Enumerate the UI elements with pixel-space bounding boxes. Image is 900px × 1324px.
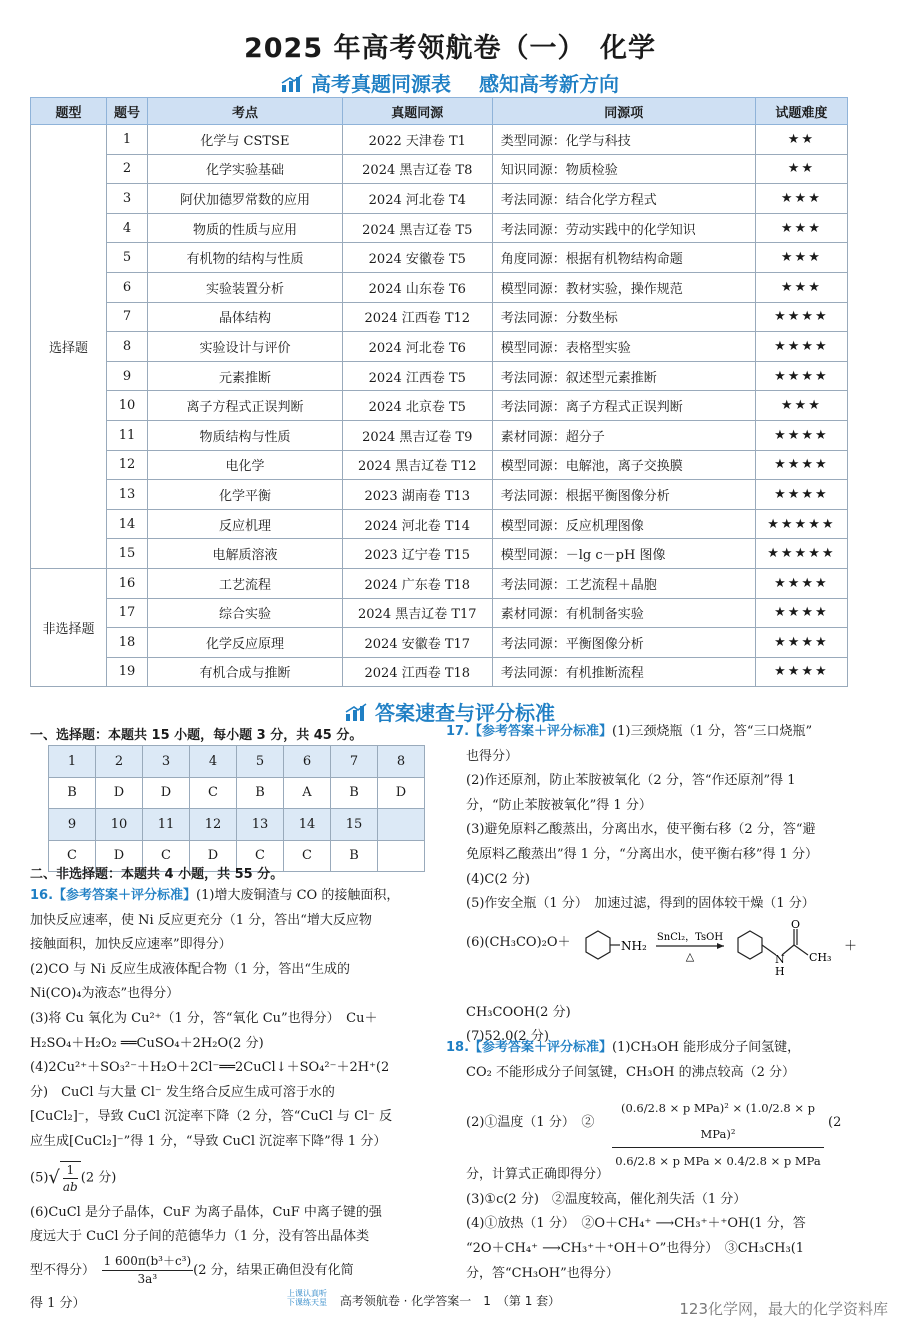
source-exam-cell: 2023 湖南卷 T13 xyxy=(342,480,492,510)
table-row xyxy=(31,509,848,539)
answer-cell: D xyxy=(96,777,143,809)
difficulty-cell: ★★★★ xyxy=(755,598,847,628)
q17-line: (4)C(2 分) xyxy=(466,871,530,887)
q16-line: 接触面积，加快反应速率”即得分） xyxy=(30,937,232,953)
fraction-numerator: 1 600π(b³＋c³) xyxy=(102,1253,194,1271)
sqrt-symbol: √ xyxy=(48,1166,60,1188)
match-item-cell: 知识同源：物质检验 xyxy=(492,154,755,184)
difficulty-cell: ★★★ xyxy=(755,184,847,214)
column-header: 试题难度 xyxy=(755,98,847,125)
table-row xyxy=(31,302,848,332)
q18-number: 18. xyxy=(446,1040,470,1055)
fraction-denominator: 0.6/2.8 × p MPa × 0.4/2.8 × p MPa xyxy=(615,1154,821,1169)
source-exam-cell: 2022 天津卷 T1 xyxy=(342,125,492,155)
hydrogen-label: H xyxy=(775,964,785,978)
table-row xyxy=(31,539,848,569)
question-number-cell: 11 xyxy=(106,420,147,450)
match-item-cell: 模型同源：表格型实验 xyxy=(492,332,755,362)
amine-label: NH₂ xyxy=(621,938,647,953)
question-number-cell: 14 xyxy=(284,809,331,841)
question-number-cell: 16 xyxy=(106,568,147,598)
answer-grid-number-row xyxy=(49,809,425,841)
q16-text: (2 分，结果正确但没有化简 xyxy=(193,1262,354,1278)
table-header-row xyxy=(31,98,848,125)
question-number-cell: 15 xyxy=(106,539,147,569)
page-footer: 高考领航卷 · 化学答案一 1 （第 1 套） xyxy=(339,1294,561,1308)
q17-number: 17. xyxy=(446,724,470,739)
reaction-conditions: SnCl₂，TsOH xyxy=(656,931,724,943)
question-number-cell: 8 xyxy=(106,332,147,362)
q17-line: (2)作还原剂，防止苯胺被氧化（2 分，答“作还原剂”得 1 xyxy=(466,773,796,789)
difficulty-cell: ★★★★ xyxy=(755,480,847,510)
answer-grid xyxy=(48,745,425,872)
source-exam-cell: 2024 江西卷 T18 xyxy=(342,657,492,687)
match-item-cell: 考法同源：叙述型元素推断 xyxy=(492,361,755,391)
difficulty-cell: ★★★★★ xyxy=(755,539,847,569)
source-exam-cell: 2024 黑吉辽卷 T5 xyxy=(342,213,492,243)
question-number-cell: 5 xyxy=(106,243,147,273)
question-number-cell: 5 xyxy=(237,746,284,778)
topic-cell: 阿伏加德罗常数的应用 xyxy=(148,184,343,214)
q18-text: (2)①温度（1 分） ② xyxy=(466,1115,595,1131)
q16-text: 型不得分） xyxy=(30,1262,89,1278)
source-exam-cell: 2024 黑吉辽卷 T8 xyxy=(342,154,492,184)
answer-grid-number-row xyxy=(49,746,425,778)
topic-cell: 实验装置分析 xyxy=(148,272,343,302)
plus-sign: ＋ xyxy=(844,938,858,954)
match-item-cell: 考法同源：平衡图像分析 xyxy=(492,628,755,658)
question-number-cell: 7 xyxy=(106,302,147,332)
topic-cell: 化学反应原理 xyxy=(148,628,343,658)
density-fraction xyxy=(102,1253,194,1288)
q16-line: (1)增大废铜渣与 CO 的接触面积， xyxy=(196,888,400,903)
page-title: 2025 年高考领航卷（一） 化学 xyxy=(243,33,657,64)
chart-icon xyxy=(281,74,303,98)
answer-cell: B xyxy=(331,777,378,809)
question-number-cell: 3 xyxy=(106,184,147,214)
source-table xyxy=(30,97,848,687)
reaction-scheme xyxy=(576,917,876,1009)
q16-line: 应生成[CuCl₂]⁻”得 1 分，“导致 CuCl 沉淀率下降”得 1 分） xyxy=(30,1133,387,1149)
source-exam-cell: 2024 广东卷 T18 xyxy=(342,568,492,598)
publisher-logo: 上课认真听 下课练天星 xyxy=(287,1289,327,1307)
question-number-cell: 7 xyxy=(331,746,378,778)
question-type-cell: 选择题 xyxy=(31,125,107,569)
difficulty-cell: ★★★ xyxy=(755,243,847,273)
source-exam-cell: 2024 安徽卷 T17 xyxy=(342,628,492,658)
fraction-denominator: ab xyxy=(62,1179,78,1194)
source-exam-cell: 2024 河北卷 T4 xyxy=(342,184,492,214)
table-row xyxy=(31,213,848,243)
difficulty-cell: ★★ xyxy=(755,154,847,184)
topic-cell: 化学平衡 xyxy=(148,480,343,510)
answer-cell: C xyxy=(190,777,237,809)
question-number-cell: 13 xyxy=(106,480,147,510)
table-row xyxy=(31,480,848,510)
column-header: 题号 xyxy=(106,98,147,125)
empty-cell xyxy=(378,840,425,872)
nitrogen-label: N xyxy=(775,952,785,966)
fraction-numerator: (0.6/2.8 × p MPa)² × (1.0/2.8 × p MPa)² xyxy=(612,1095,824,1148)
difficulty-cell: ★★★★ xyxy=(755,420,847,450)
oxygen-label: O xyxy=(791,917,801,931)
q16-line: 分) CuCl 与大量 Cl⁻ 发生络合反应生成可溶于水的 xyxy=(30,1084,335,1100)
table-row xyxy=(31,391,848,421)
question-number-cell: 18 xyxy=(106,628,147,658)
question-number-cell: 15 xyxy=(331,809,378,841)
table-row xyxy=(31,332,848,362)
question-type-cell: 非选择题 xyxy=(31,568,107,686)
q16-line-6 xyxy=(30,1250,430,1292)
answer-cell: B xyxy=(331,840,378,872)
q16-score: (2 分) xyxy=(80,1170,117,1186)
table-row xyxy=(31,154,848,184)
question-number-cell: 4 xyxy=(190,746,237,778)
question-number-cell: 2 xyxy=(106,154,147,184)
question-number-cell: 10 xyxy=(106,391,147,421)
source-exam-cell: 2024 江西卷 T12 xyxy=(342,302,492,332)
q16-line: (6)CuCl 是分子晶体，CuF 为离子晶体，CuF 中离子键的强 xyxy=(30,1204,382,1220)
q16-line: (2)CO 与 Ni 反应生成液体配合物（1 分，答出“生成的 xyxy=(30,961,350,977)
column-header: 真题同源 xyxy=(342,98,492,125)
question-number-cell: 12 xyxy=(190,809,237,841)
product-ring xyxy=(738,931,762,959)
q16-line: (4)2Cu²⁺＋SO₃²⁻＋H₂O＋2Cl⁻══2CuCl↓＋SO₄²⁻＋2H⁺(2 xyxy=(30,1060,390,1076)
q16-line: 加快反应速率，使 Ni 反应更充分（1 分，答出“增大反应物 xyxy=(30,912,372,928)
fraction-denominator: 3a³ xyxy=(137,1271,158,1286)
source-exam-cell: 2024 山东卷 T6 xyxy=(342,272,492,302)
topic-cell: 实验设计与评价 xyxy=(148,332,343,362)
answer-banner-text: 答案速查与评分标准 xyxy=(375,701,555,725)
q18-tag: 【参考答案＋评分标准】 xyxy=(469,1040,613,1055)
section-nonchoice-title: 二、非选择题：本题共 4 小题，共 55 分。 xyxy=(30,867,284,882)
match-item-cell: 考法同源：结合化学方程式 xyxy=(492,184,755,214)
topic-cell: 元素推断 xyxy=(148,361,343,391)
match-item-cell: 考法同源：分数坐标 xyxy=(492,302,755,332)
table-row xyxy=(31,568,848,598)
question-number-cell: 10 xyxy=(96,809,143,841)
answer-cell: B xyxy=(49,777,96,809)
question-number-cell: 13 xyxy=(237,809,284,841)
q18-text: (2 xyxy=(828,1115,842,1131)
q17-line: (1)三颈烧瓶（1 分，答“三口烧瓶” xyxy=(612,724,813,739)
difficulty-cell: ★★★★ xyxy=(755,628,847,658)
q17-tag: 【参考答案＋评分标准】 xyxy=(469,724,613,739)
q17-answer xyxy=(446,720,858,1050)
difficulty-cell: ★★★★ xyxy=(755,361,847,391)
match-item-cell: 模型同源：反应机理图像 xyxy=(492,509,755,539)
q17-line: (7)52.0(2 分) xyxy=(466,1029,549,1045)
difficulty-cell: ★★★★ xyxy=(755,332,847,362)
q16-number: 16. xyxy=(30,888,54,903)
q18-line: “2O＋CH₄⁺ ⟶CH₃⁺＋⁺OH＋O”也得分） ③CH₃CH₃(1 xyxy=(466,1240,805,1256)
match-item-cell: 角度同源：根据有机物结构命题 xyxy=(492,243,755,273)
topic-cell: 工艺流程 xyxy=(148,568,343,598)
q18-line: 分，计算式正确即得分） xyxy=(466,1167,610,1183)
question-number-cell: 14 xyxy=(106,509,147,539)
question-number-cell: 11 xyxy=(143,809,190,841)
difficulty-cell: ★★★ xyxy=(755,391,847,421)
source-exam-cell: 2024 黑吉辽卷 T9 xyxy=(342,420,492,450)
question-number-cell: 9 xyxy=(49,809,96,841)
table-row xyxy=(31,361,848,391)
answer-cell: C xyxy=(49,840,96,872)
q16-tag: 【参考答案＋评分标准】 xyxy=(53,888,197,903)
q16-line: (3)将 Cu 氧化为 Cu²⁺（1 分，答“氧化 Cu”也得分） Cu＋ xyxy=(30,1010,378,1026)
match-item-cell: 素材同源：有机制备实验 xyxy=(492,598,755,628)
topic-cell: 晶体结构 xyxy=(148,302,343,332)
table-row xyxy=(31,657,848,687)
aniline-ring xyxy=(586,931,610,959)
chart-icon xyxy=(345,703,367,727)
difficulty-cell: ★★★★ xyxy=(755,450,847,480)
difficulty-cell: ★★★★ xyxy=(755,568,847,598)
column-header: 考点 xyxy=(148,98,343,125)
table-row xyxy=(31,243,848,273)
column-header: 同源项 xyxy=(492,98,755,125)
answer-cell: C xyxy=(284,840,331,872)
topic-cell: 反应机理 xyxy=(148,509,343,539)
q18-line: 分，答“CH₃OH”也得分） xyxy=(466,1265,619,1281)
source-exam-cell: 2024 黑吉辽卷 T12 xyxy=(342,450,492,480)
answer-cell: D xyxy=(96,840,143,872)
source-exam-cell: 2024 北京卷 T5 xyxy=(342,391,492,421)
banner-right: 感知高考新方向 xyxy=(479,72,619,96)
question-number-cell: 1 xyxy=(106,125,147,155)
topic-cell: 有机物的结构与性质 xyxy=(148,243,343,273)
reactant-text: (6)(CH₃CO)₂O＋ xyxy=(466,934,571,950)
answer-cell: D xyxy=(143,777,190,809)
answer-cell: D xyxy=(190,840,237,872)
match-item-cell: 模型同源：－lg c－pH 图像 xyxy=(492,539,755,569)
q18-line: (1)CH₃OH 能形成分子间氢键， xyxy=(612,1040,801,1055)
q16-line: 度远大于 CuCl 分子间的范德华力（1 分，没有答出晶体类 xyxy=(30,1229,370,1245)
watermark: 123化学网，最大的化学资料库 xyxy=(679,1300,888,1318)
source-exam-cell: 2023 辽宁卷 T15 xyxy=(342,539,492,569)
q17-line: CH₃COOH(2 分) xyxy=(466,1004,571,1020)
question-number-cell: 2 xyxy=(96,746,143,778)
q17-reaction xyxy=(446,917,858,1009)
q17-line: 分，“防止苯胺被氧化”得 1 分） xyxy=(466,797,652,813)
match-item-cell: 考法同源：工艺流程＋晶胞 xyxy=(492,568,755,598)
q16-line: [CuCl₂]⁻，导致 CuCl 沉淀率下降（2 分，答“CuCl 与 Cl⁻ 反 xyxy=(30,1109,393,1125)
topic-cell: 综合实验 xyxy=(148,598,343,628)
difficulty-cell: ★★ xyxy=(755,125,847,155)
table-row xyxy=(31,628,848,658)
answer-cell: A xyxy=(284,777,331,809)
q18-line: (3)①c(2 分) ②温度较高，催化剂失活（1 分） xyxy=(466,1191,747,1207)
match-item-cell: 类型同源：化学与科技 xyxy=(492,125,755,155)
answer-cell: B xyxy=(237,777,284,809)
empty-cell xyxy=(378,809,425,841)
answer-cell: C xyxy=(237,840,284,872)
q18-line: CO₂ 不能形成分子间氢键，CH₃OH 的沸点较高（2 分） xyxy=(466,1064,795,1080)
q16-line-5 xyxy=(30,1155,430,1201)
q17-line: 也得分） xyxy=(466,748,519,764)
q17-line: 免原料乙酸蒸出”得 1 分，“分离出水，使平衡右移”得 1 分） xyxy=(466,846,819,862)
difficulty-cell: ★★★ xyxy=(755,213,847,243)
table-row xyxy=(31,125,848,155)
topic-cell: 电解质溶液 xyxy=(148,539,343,569)
topic-cell: 电化学 xyxy=(148,450,343,480)
match-item-cell: 考法同源：有机推断流程 xyxy=(492,657,755,687)
question-number-cell: 9 xyxy=(106,361,147,391)
q16-part-label: (5) xyxy=(30,1170,49,1186)
q17-line: (3)避免原料乙酸蒸出，分离出水，使平衡右移（2 分，答“避 xyxy=(466,822,816,838)
bond xyxy=(762,945,776,955)
methyl-label: CH₃ xyxy=(809,950,832,964)
topic-cell: 物质结构与性质 xyxy=(148,420,343,450)
column-header: 题型 xyxy=(31,98,107,125)
heat-symbol: △ xyxy=(685,949,695,963)
match-item-cell: 模型同源：电解池，离子交换膜 xyxy=(492,450,755,480)
source-exam-cell: 2024 河北卷 T6 xyxy=(342,332,492,362)
source-exam-cell: 2024 江西卷 T5 xyxy=(342,361,492,391)
q16-answer xyxy=(30,884,430,1316)
answer-grid-answer-row xyxy=(49,777,425,809)
banner-left: 高考真题同源表 xyxy=(311,72,451,96)
match-item-cell: 素材同源：超分子 xyxy=(492,420,755,450)
bond xyxy=(794,945,808,955)
table-row xyxy=(31,420,848,450)
q16-line: H₂SO₄＋H₂O₂ ══CuSO₄＋2H₂O(2 分) xyxy=(30,1035,264,1051)
match-item-cell: 考法同源：离子方程式正误判断 xyxy=(492,391,755,421)
source-table-banner xyxy=(0,68,900,98)
table-row xyxy=(31,272,848,302)
question-number-cell: 19 xyxy=(106,657,147,687)
source-exam-cell: 2024 河北卷 T14 xyxy=(342,509,492,539)
question-number-cell: 6 xyxy=(106,272,147,302)
source-exam-cell: 2024 黑吉辽卷 T17 xyxy=(342,598,492,628)
source-exam-cell: 2024 安徽卷 T5 xyxy=(342,243,492,273)
q18-equation xyxy=(446,1085,851,1169)
difficulty-cell: ★★★ xyxy=(755,272,847,302)
difficulty-cell: ★★★★★ xyxy=(755,509,847,539)
match-item-cell: 考法同源：根据平衡图像分析 xyxy=(492,480,755,510)
table-row xyxy=(31,450,848,480)
difficulty-cell: ★★★★ xyxy=(755,657,847,687)
answer-cell: C xyxy=(143,840,190,872)
table-row xyxy=(31,184,848,214)
sqrt-fraction xyxy=(60,1161,81,1195)
question-number-cell: 17 xyxy=(106,598,147,628)
question-number-cell: 6 xyxy=(284,746,331,778)
topic-cell: 化学与 CSTSE xyxy=(148,125,343,155)
fraction-numerator: 1 xyxy=(63,1162,78,1179)
q16-line: Ni(CO)₄为液态”也得分） xyxy=(30,986,180,1002)
arrow-head xyxy=(717,943,724,949)
section-choice-title: 一、选择题：本题共 15 小题，每小题 3 分，共 45 分。 xyxy=(30,728,363,743)
table-row xyxy=(31,598,848,628)
question-number-cell: 1 xyxy=(49,746,96,778)
match-item-cell: 考法同源：劳动实践中的化学知识 xyxy=(492,213,755,243)
question-number-cell: 4 xyxy=(106,213,147,243)
q17-line: (5)作安全瓶（1 分） 加速过滤，得到的固体较干燥（1 分） xyxy=(466,896,815,912)
question-number-cell: 8 xyxy=(378,746,425,778)
difficulty-cell: ★★★★ xyxy=(755,302,847,332)
topic-cell: 有机合成与推断 xyxy=(148,657,343,687)
q18-answer xyxy=(446,1036,851,1286)
answer-cell: D xyxy=(378,777,425,809)
question-number-cell: 3 xyxy=(143,746,190,778)
q16-line: 得 1 分） xyxy=(30,1295,86,1311)
question-number-cell: 12 xyxy=(106,450,147,480)
topic-cell: 化学实验基础 xyxy=(148,154,343,184)
topic-cell: 物质的性质与应用 xyxy=(148,213,343,243)
match-item-cell: 模型同源：教材实验，操作规范 xyxy=(492,272,755,302)
q18-line: (4)①放热（1 分） ②O＋CH₄⁺ ⟶CH₃⁺＋⁺OH(1 分，答 xyxy=(466,1216,806,1232)
topic-cell: 离子方程式正误判断 xyxy=(148,391,343,421)
kp-fraction xyxy=(612,1095,824,1174)
